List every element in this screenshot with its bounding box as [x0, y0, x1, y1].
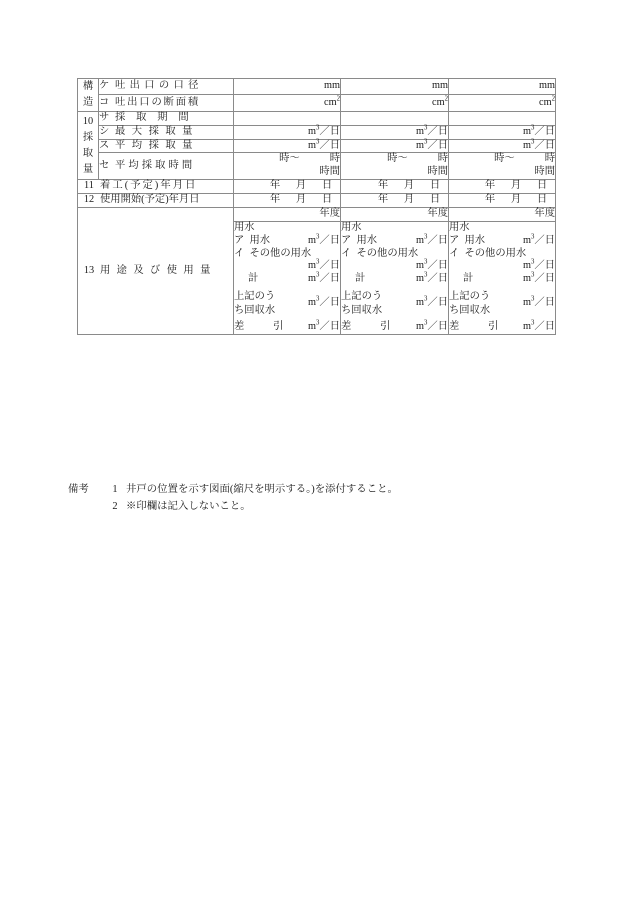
input-cell-diameter-1[interactable] [234, 79, 341, 95]
date-month: 月 [295, 194, 307, 206]
input-cell-use-date-2[interactable] [341, 194, 449, 208]
usage-marker-a: ア [449, 234, 460, 246]
superscript-2: 2 [444, 95, 448, 103]
usage-total-label: 計 [355, 273, 366, 285]
usage-item-a [234, 235, 340, 248]
usage-recycle-label [234, 290, 275, 317]
usage-net-row [449, 321, 555, 334]
usage-item-a-text [449, 235, 485, 248]
fiscal-year-header-2[interactable] [341, 207, 449, 221]
recycle-line-2: ち回収水 [234, 304, 276, 316]
input-cell-max-2[interactable]: $m^3/$日 [341, 125, 449, 139]
recycle-line-1: 上記のう [234, 291, 276, 303]
usage-net-label: 差 引 [234, 321, 293, 333]
usage-recycle-unit: $m^3/$日 [523, 295, 555, 309]
usage-cell-2[interactable] [341, 221, 449, 334]
table-row-fiscal-year [78, 207, 556, 221]
superscript-3: 3 [424, 124, 428, 132]
fiscal-year-label: 年度 [427, 207, 448, 219]
group-char-1: 採 [82, 131, 94, 143]
input-cell-area-2[interactable]: $cm^2$ [341, 95, 449, 111]
fiscal-year-header-3[interactable] [449, 207, 556, 221]
row-label-text: 採取期間 [115, 111, 200, 123]
footnote-index: 1 [112, 484, 118, 495]
usage-marker-a: ア [234, 234, 245, 246]
row-label-start-date [78, 180, 234, 194]
usage-recycle-unit: $m^3/$日 [416, 295, 448, 309]
table-row [78, 95, 556, 111]
row-marker: シ [99, 125, 110, 137]
hours-end: 時 [544, 153, 555, 165]
footnote-text: ※印欄は記入しないこと。 [126, 501, 251, 513]
usage-heading: 用水 [341, 221, 362, 233]
usage-recycle-row [234, 290, 340, 317]
date-year: 年 [377, 194, 389, 206]
usage-cell-1[interactable] [234, 221, 341, 334]
group-number: 10 [82, 115, 94, 127]
row-label-text: 使用開始(予定)年月日 [100, 194, 200, 206]
fiscal-year-label: 年度 [534, 207, 555, 219]
superscript-3: 3 [531, 138, 535, 146]
input-cell-avg-1[interactable]: $m^3/$日 [234, 139, 341, 153]
input-cell-area-1[interactable]: $cm^2$ [234, 95, 341, 111]
row-label-extraction-period [99, 111, 234, 125]
footnotes [68, 481, 568, 515]
input-cell-diameter-3[interactable] [449, 79, 556, 95]
row-marker: ス [99, 139, 110, 151]
usage-total-label: 計 [248, 273, 259, 285]
usage-unit-a: $m^3/$日 [523, 233, 555, 246]
hours-start: 時～ [494, 153, 515, 165]
usage-total-row [234, 273, 340, 286]
superscript-3: 3 [316, 124, 320, 132]
unit-label: mm [323, 80, 340, 92]
usage-total-row [341, 273, 448, 286]
recycle-line-1: 上記のう [341, 291, 383, 303]
hours-total: 時間 [319, 166, 340, 178]
date-month: 月 [403, 194, 415, 206]
input-cell-max-3[interactable]: $m^3/$日 [449, 125, 556, 139]
row-marker: ケ [99, 80, 110, 92]
input-cell-period-2[interactable] [341, 111, 449, 125]
row-label-max-extraction [99, 125, 234, 139]
date-month: 月 [510, 194, 522, 206]
row-label-usage [78, 207, 234, 334]
row-number: 12 [83, 194, 95, 206]
date-day: 日 [321, 180, 333, 192]
input-cell-start-date-1[interactable] [234, 180, 341, 194]
usage-item-b-unit-row [234, 260, 340, 273]
usage-marker-b: イ [234, 247, 245, 259]
usage-total-unit: $m^3/$日 [308, 271, 340, 285]
row-label-avg-hours [99, 153, 234, 180]
row-marker: サ [99, 111, 110, 123]
footnotes-label: 備考 [68, 484, 89, 495]
input-cell-diameter-2[interactable] [341, 79, 449, 95]
usage-recycle-row [449, 290, 555, 317]
usage-label-a: 用水 [249, 234, 271, 246]
group-char-2: 造 [82, 96, 94, 108]
usage-marker-b: イ [341, 247, 352, 259]
footnote-row-2 [68, 498, 568, 515]
input-cell-hours-1[interactable] [234, 153, 341, 180]
group-header-structure [78, 79, 99, 112]
row-marker: コ [99, 96, 110, 108]
usage-net-row [234, 321, 340, 334]
input-cell-avg-2[interactable]: $m^3/$日 [341, 139, 449, 153]
group-char-1: 構 [82, 81, 94, 92]
usage-unit-b: $m^3/$日 [308, 258, 340, 272]
usage-net-unit: $m^3/$日 [416, 319, 448, 333]
usage-label-a: 用水 [464, 234, 486, 246]
usage-net-row [341, 321, 448, 334]
row-label-text: 吐出口の口径 [115, 80, 203, 92]
group-char-3: 量 [82, 163, 94, 175]
usage-heading: 用水 [449, 221, 470, 233]
row-label-discharge-diameter [99, 79, 234, 95]
fiscal-year-label: 年度 [319, 207, 340, 219]
unit-label: mm [431, 80, 448, 92]
usage-total-unit: $m^3/$日 [523, 271, 555, 285]
usage-net-label: 差 引 [341, 321, 400, 333]
usage-item-a [341, 235, 448, 248]
usage-recycle-label [341, 290, 382, 317]
usage-unit-b: $m^3/$日 [523, 258, 555, 272]
usage-item-a-text [234, 235, 270, 248]
usage-marker-a: ア [341, 234, 352, 246]
recycle-line-1: 上記のう [449, 291, 491, 303]
date-year: 年 [484, 194, 496, 206]
row-label-text: 吐出口の断面積 [115, 96, 201, 108]
group-char-2: 取 [82, 147, 94, 159]
row-label-avg-extraction [99, 139, 234, 153]
usage-item-b [234, 248, 340, 261]
date-day: 日 [536, 180, 548, 192]
fiscal-year-header-1[interactable] [234, 207, 341, 221]
usage-label-b: その他の用水 [356, 247, 419, 259]
row-label-use-start-date [78, 194, 234, 208]
row-marker: セ [99, 159, 110, 171]
usage-unit-b: $m^3/$日 [416, 258, 448, 272]
usage-item-b [341, 248, 448, 261]
date-day: 日 [536, 194, 548, 206]
recycle-line-2: ち回収水 [449, 304, 491, 316]
footnote-index: 2 [112, 501, 118, 513]
date-day: 日 [321, 194, 333, 206]
group-header-extraction [78, 111, 99, 179]
footnote-row-1 [68, 481, 568, 498]
usage-recycle-label [449, 290, 490, 317]
superscript-3: 3 [316, 138, 320, 146]
footnotes-label-spacer [68, 498, 104, 515]
row-label-text: 平均採取量 [115, 139, 199, 151]
usage-total-unit: $m^3/$日 [416, 271, 448, 285]
date-month: 月 [295, 180, 307, 192]
hours-start: 時～ [387, 153, 408, 165]
usage-label-b: その他の用水 [249, 247, 312, 259]
hours-total: 時間 [427, 166, 448, 178]
input-cell-period-3[interactable] [449, 111, 556, 125]
hours-total: 時間 [534, 166, 555, 178]
usage-net-unit: $m^3/$日 [523, 319, 555, 333]
date-month: 月 [510, 180, 522, 192]
usage-net-unit: $m^3/$日 [308, 319, 340, 333]
usage-total-row [449, 273, 555, 286]
input-cell-period-1[interactable] [234, 111, 341, 125]
row-label-text: 着工(予定)年月日 [100, 180, 198, 192]
usage-cell-3[interactable] [449, 221, 556, 334]
row-label-text: 平均採取時間 [115, 159, 196, 171]
date-year: 年 [269, 180, 281, 192]
date-year: 年 [269, 194, 281, 206]
usage-marker-b: イ [449, 247, 460, 259]
row-number: 13 [83, 264, 95, 276]
usage-item-b [449, 248, 555, 261]
input-cell-area-3[interactable]: $cm^2$ [449, 95, 556, 111]
superscript-3: 3 [531, 124, 535, 132]
input-cell-avg-3[interactable]: $m^3/$日 [449, 139, 556, 153]
date-day: 日 [429, 194, 441, 206]
table-row [78, 125, 556, 139]
superscript-3: 3 [424, 138, 428, 146]
well-extraction-form-table [77, 78, 556, 335]
superscript-2: 2 [551, 95, 555, 103]
hours-start: 時～ [279, 153, 300, 165]
row-label-text: 最大採取量 [115, 125, 199, 137]
date-year: 年 [377, 180, 389, 192]
row-label-text: 用途及び使用量 [100, 264, 217, 276]
date-year: 年 [484, 180, 496, 192]
usage-unit-a: $m^3/$日 [308, 233, 340, 246]
table-row [78, 79, 556, 95]
input-cell-start-date-2[interactable] [341, 180, 449, 194]
usage-unit-a: $m^3/$日 [416, 233, 448, 246]
usage-item-a-text [341, 235, 377, 248]
usage-recycle-unit: $m^3/$日 [308, 295, 340, 309]
table-row [78, 180, 556, 194]
usage-recycle-row [341, 290, 448, 317]
hours-end: 時 [329, 153, 340, 165]
usage-item-b-unit-row [341, 260, 448, 273]
table-row [78, 194, 556, 208]
table-row [78, 139, 556, 153]
date-day: 日 [429, 180, 441, 192]
usage-total-label: 計 [463, 273, 474, 285]
input-cell-use-date-1[interactable] [234, 194, 341, 208]
hours-end: 時 [437, 153, 448, 165]
input-cell-use-date-3[interactable] [449, 194, 556, 208]
usage-label-a: 用水 [356, 234, 378, 246]
footnote-text: 井戸の位置を示す図面(縮尺を明示する。)を添付すること。 [126, 484, 398, 495]
row-number: 11 [84, 180, 94, 192]
table-row [78, 153, 556, 180]
input-cell-start-date-3[interactable] [449, 180, 556, 194]
row-label-discharge-area [99, 95, 234, 111]
superscript-2: 2 [336, 95, 340, 103]
date-month: 月 [403, 180, 415, 192]
usage-item-a [449, 235, 555, 248]
table-row [78, 111, 556, 125]
usage-item-b-unit-row [449, 260, 555, 273]
usage-label-b: その他の用水 [464, 247, 527, 259]
recycle-line-2: ち回収水 [341, 304, 383, 316]
usage-net-label: 差 引 [449, 321, 508, 333]
usage-heading: 用水 [234, 221, 255, 233]
unit-label: mm [538, 80, 555, 92]
input-cell-hours-2[interactable] [341, 153, 449, 180]
input-cell-hours-3[interactable] [449, 153, 556, 180]
input-cell-max-1[interactable]: $m^3/$日 [234, 125, 341, 139]
